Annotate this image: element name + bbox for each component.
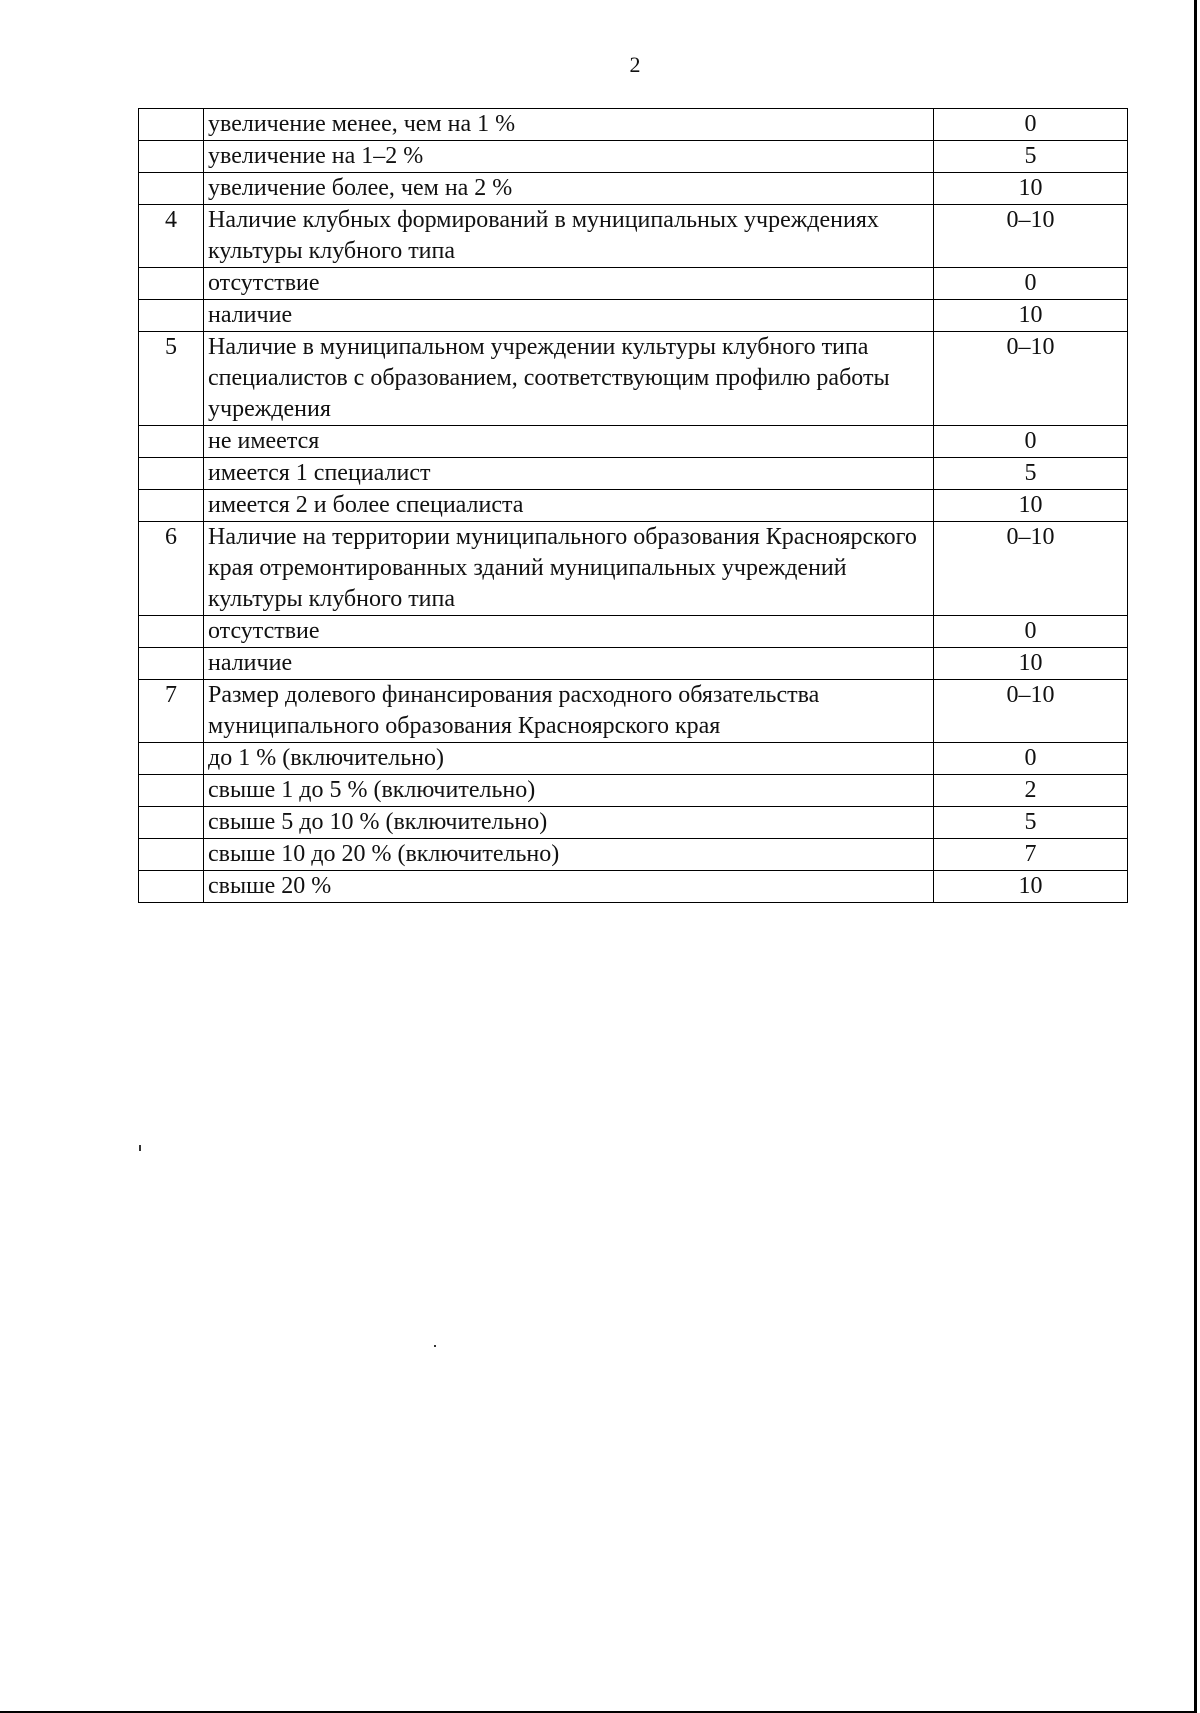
row-score: 7 (934, 839, 1128, 871)
row-score: 0 (934, 268, 1128, 300)
table-row (139, 141, 1128, 173)
row-number (139, 839, 204, 871)
row-number (139, 109, 204, 141)
row-score: 10 (934, 173, 1128, 205)
row-number (139, 743, 204, 775)
table-row (139, 743, 1128, 775)
row-score: 0 (934, 109, 1128, 141)
row-text: увеличение более, чем на 2 % (204, 173, 934, 205)
row-text: до 1 % (включительно) (204, 743, 934, 775)
criteria-table (138, 108, 1128, 903)
row-text: свыше 20 % (204, 871, 934, 903)
row-text: имеется 2 и более специалиста (204, 490, 934, 522)
row-text: увеличение на 1–2 % (204, 141, 934, 173)
scan-speck (139, 1145, 141, 1151)
row-score: 5 (934, 141, 1128, 173)
row-score: 10 (934, 490, 1128, 522)
row-score: 0 (934, 743, 1128, 775)
row-text: отсутствие (204, 268, 934, 300)
row-text: свыше 10 до 20 % (включительно) (204, 839, 934, 871)
row-number (139, 458, 204, 490)
row-number: 5 (139, 332, 204, 426)
row-number (139, 871, 204, 903)
table-row (139, 490, 1128, 522)
row-number: 7 (139, 680, 204, 743)
page-number: 2 (629, 52, 641, 77)
table-row (139, 300, 1128, 332)
row-number (139, 775, 204, 807)
row-number (139, 300, 204, 332)
table-body (139, 109, 1128, 903)
row-text: имеется 1 специалист (204, 458, 934, 490)
row-number (139, 268, 204, 300)
table-row (139, 332, 1128, 426)
row-score: 0–10 (934, 680, 1128, 743)
table-row (139, 680, 1128, 743)
row-text: свыше 5 до 10 % (включительно) (204, 807, 934, 839)
row-text: не имеется (204, 426, 934, 458)
table-row (139, 522, 1128, 616)
row-score: 10 (934, 648, 1128, 680)
row-score: 0–10 (934, 522, 1128, 616)
table-row (139, 205, 1128, 268)
row-score: 5 (934, 807, 1128, 839)
row-text: свыше 1 до 5 % (включительно) (204, 775, 934, 807)
row-score: 10 (934, 300, 1128, 332)
table-row (139, 426, 1128, 458)
scan-speck (434, 1345, 436, 1347)
table-row (139, 775, 1128, 807)
table-row (139, 839, 1128, 871)
table-row (139, 648, 1128, 680)
row-score: 10 (934, 871, 1128, 903)
row-text: Наличие клубных формирований в муниципальных учреждениях культуры клубного типа (204, 205, 934, 268)
table-row (139, 268, 1128, 300)
row-score: 0–10 (934, 332, 1128, 426)
row-number (139, 490, 204, 522)
row-number (139, 648, 204, 680)
row-score: 2 (934, 775, 1128, 807)
table-row (139, 807, 1128, 839)
table-row (139, 616, 1128, 648)
row-number: 6 (139, 522, 204, 616)
row-number (139, 426, 204, 458)
row-text: наличие (204, 300, 934, 332)
row-number (139, 173, 204, 205)
table-row (139, 871, 1128, 903)
row-text: увеличение менее, чем на 1 % (204, 109, 934, 141)
table-row (139, 109, 1128, 141)
row-text: Размер долевого финансирования расходного обязательства муниципального образования Красноярского края (204, 680, 934, 743)
row-number (139, 141, 204, 173)
row-number (139, 807, 204, 839)
row-score: 0 (934, 616, 1128, 648)
row-score: 0 (934, 426, 1128, 458)
table-row (139, 458, 1128, 490)
row-text: отсутствие (204, 616, 934, 648)
row-score: 0–10 (934, 205, 1128, 268)
row-number: 4 (139, 205, 204, 268)
table-row (139, 173, 1128, 205)
row-text: Наличие в муниципальном учреждении культуры клубного типа специалистов с образованием, соответствующим профилю работы учреждения (204, 332, 934, 426)
row-text: Наличие на территории муниципального образования Красноярского края отремонтированных зданий муниципальных учреждений культуры клубного типа (204, 522, 934, 616)
row-number (139, 616, 204, 648)
row-text: наличие (204, 648, 934, 680)
row-score: 5 (934, 458, 1128, 490)
